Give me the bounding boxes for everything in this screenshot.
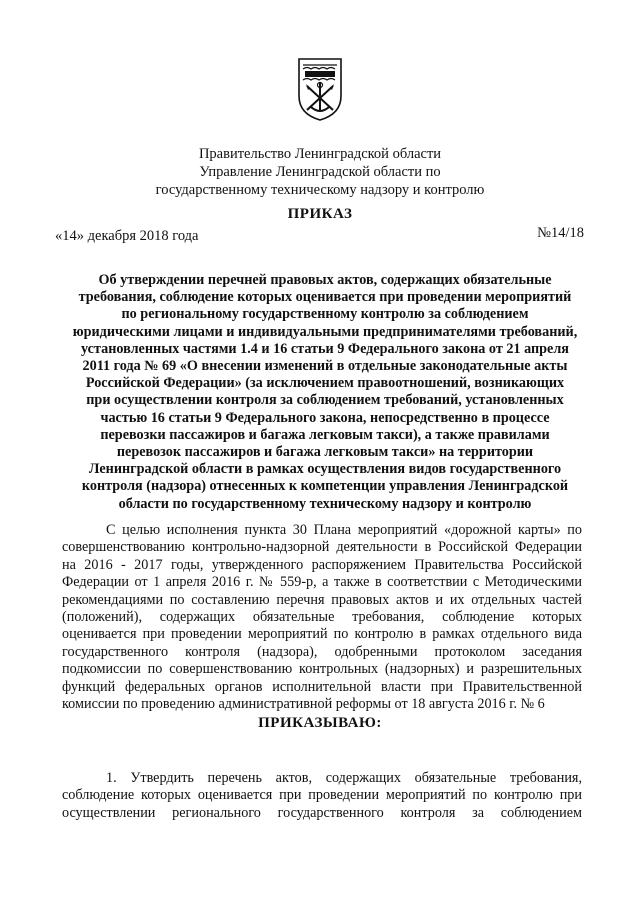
subject-line: при осуществлении контроля за соблюдением требований, установленных <box>86 392 564 409</box>
org-name-line-2: Управление Ленинградской области по <box>199 164 441 180</box>
org-name-line-3: государственному техническому надзору и контролю <box>155 182 485 198</box>
preamble-line: подкомиссии по совершенствованию контрольных (надзорных) и разрешительных <box>62 661 582 678</box>
order-directive-heading: ПРИКАЗЫВАЮ: <box>258 715 382 731</box>
subject-line: Ленинградской области в рамках осуществления видов государственного <box>88 461 562 478</box>
order-date: «14» декабря 2018 года <box>55 228 199 244</box>
subject-line: установленных частями 1.4 и 16 статьи 9 Федерального закона от 21 апреля <box>81 340 569 357</box>
preamble-line: С целью исполнения пункта 30 Плана мероприятий «дорожной карты» по <box>106 522 582 538</box>
subject-line: частью 16 статьи 9 Федерального закона, непосредственно в процессе <box>100 409 550 426</box>
subject-line: контроля (надзора) отнесенных к компетенции управления Ленинградской <box>81 478 569 495</box>
preamble-line: комиссии по проведению административной реформы от 18 августа 2016 г. № 6 <box>62 696 545 713</box>
order-subject <box>65 272 585 513</box>
subject-line: перевозок пассажиров и багажа легковым такси» на территории <box>116 444 534 461</box>
order-item-1 <box>62 770 582 822</box>
subject-line: требования, соблюдение которых оценивается при проведении мероприятий <box>78 289 572 306</box>
preamble-line: оценивается при проведении мероприятий по контролю в рамках отдельного вида <box>62 626 582 643</box>
preamble-paragraph <box>62 522 582 713</box>
coat-of-arms-emblem <box>295 56 345 122</box>
item-line: осуществлении регионального государственного контроля за соблюдением <box>62 804 582 821</box>
subject-line: 2011 года № 69 «О внесении изменений в отдельные законодательные акты <box>82 358 568 375</box>
preamble-line: совершенствованию контрольно-надзорной деятельности в Российской Федерации <box>62 539 582 556</box>
order-number: №14/18 <box>537 225 584 241</box>
order-title: ПРИКАЗ <box>287 206 353 222</box>
preamble-line: Федерации от 1 апреля 2016 г. № 559-р, а также в соответствии с Методическими <box>62 574 582 591</box>
preamble-line: рекомендациями по составлению перечня правовых актов и их отдельных частей <box>62 591 582 608</box>
subject-line: Об утверждении перечней правовых актов, содержащих обязательные <box>98 272 552 288</box>
subject-line: области по государственному техническому надзору и контролю <box>118 495 532 512</box>
preamble-line: (положений), содержащих обязательные требования, соблюдение которых <box>62 609 582 626</box>
preamble-line: государственного контроля (надзора), одобренными протоколом заседания <box>62 643 582 660</box>
subject-line: перевозки пассажиров и багажа легковым такси), а также правилами <box>100 426 550 443</box>
item-line: 1. Утвердить перечень актов, содержащих обязательные требования, <box>106 770 582 786</box>
item-line: соблюдение которых оценивается при проведении мероприятий по контролю при <box>62 787 582 804</box>
preamble-line: функций федеральных органов исполнительной власти при Правительственной <box>62 678 582 695</box>
subject-line: по региональному государственному контролю за соблюдением <box>121 306 529 323</box>
preamble-line: на 2016 - 2017 годы, утвержденного распоряжением Правительства Российской <box>62 556 582 573</box>
subject-line: Российской Федерации» (за исключением правоотношений, возникающих <box>85 375 565 392</box>
org-name-line-1: Правительство Ленинградской области <box>198 146 442 162</box>
subject-line: юридическими лицами и индивидуальными предпринимателями требований, <box>72 323 578 340</box>
